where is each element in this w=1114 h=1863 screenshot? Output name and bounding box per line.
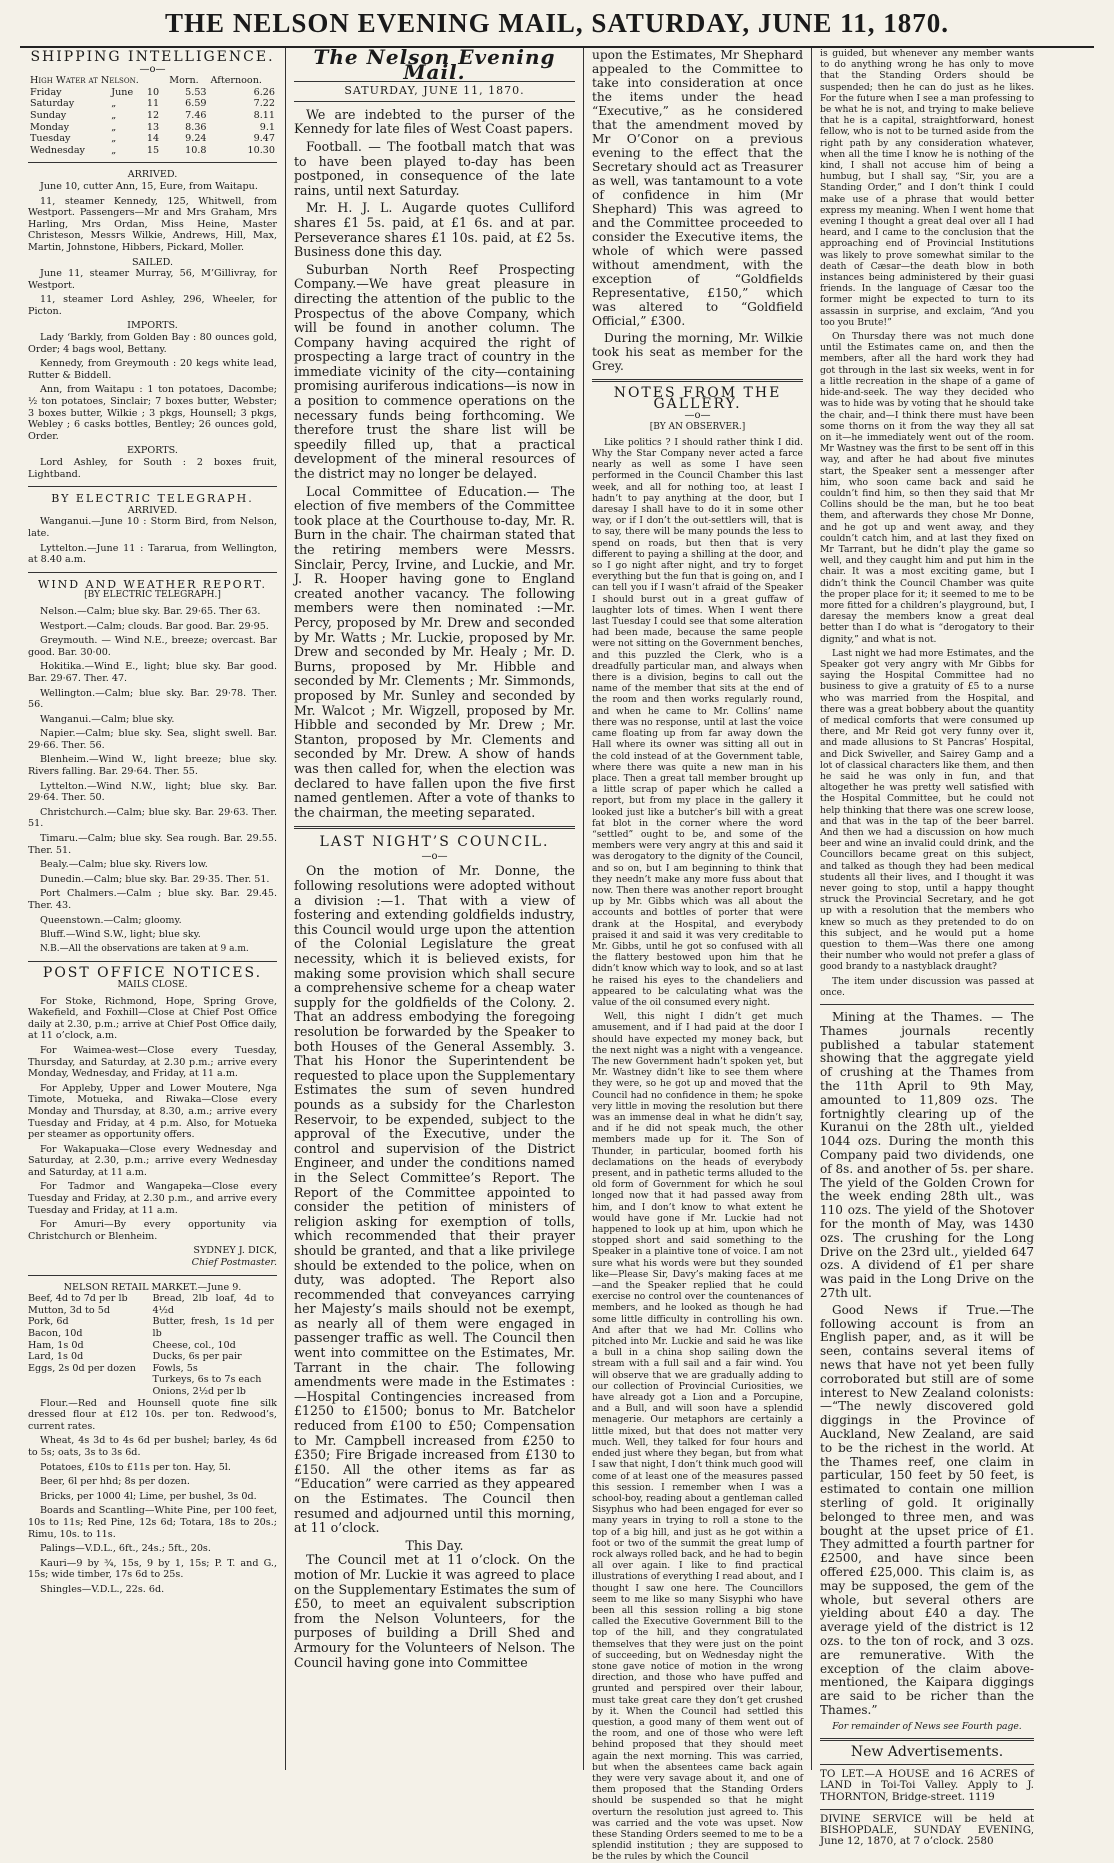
post-heading: POST OFFICE NOTICES. bbox=[42, 965, 263, 982]
weather-item: Bluff.—Wind S.W., light; blue sky. bbox=[40, 929, 201, 941]
divider bbox=[28, 572, 277, 573]
mining-paragraph: Mining at the Thames. — The Thames journals recently published a tabular statement showing that the aggregate yield of crushing at the Thames from the 11th April to 9th May, amounted to 11,809 ozs. The fortnightly clearing up of the Kuranui on the 28th ult., yielded 1044 ozs. During the month this Company paid two dividends, one of 8s. and another of 5s. per share. The yield of the Golden Crown for the week ending 28th ult., was 110 ozs. The yield of the Shotover for the month of May, was 1430 ozs. The crushing for the Long Drive on the 23rd ult., yielded 647 ozs. A dividend of £1 per share was paid in the Long Drive on the 27th ult. bbox=[820, 1010, 1034, 1300]
sailed-heading: SAILED. bbox=[131, 256, 174, 268]
paper-title: The Nelson Evening Mail. bbox=[313, 45, 556, 84]
arrived-item: June 10, cutter Ann, 15, Eure, from Waitapu. bbox=[40, 180, 258, 192]
tide-cell: 9.24 bbox=[185, 133, 207, 145]
import-item: Lady ‘Barkly, from Golden Bay : 80 ounces gold, Order; 4 bags wool, Bettany. bbox=[28, 332, 277, 355]
market-item: Mutton, 3d to 5d bbox=[28, 1304, 110, 1316]
weather-item: Wellington.—Calm; blue sky. Bar. 29·78. Ther. 56. bbox=[28, 687, 277, 711]
import-item: Kennedy, from Greymouth : 20 kegs white lead, Rutter & Biddell. bbox=[28, 358, 277, 381]
weather-item: Christchurch.—Calm; blue sky. Bar. 29·63. Ther. 51. bbox=[28, 806, 277, 830]
ads-heading: New Advertisements. bbox=[850, 1743, 1004, 1760]
gallery-continued: Last night we had more Estimates, and the Speaker got very angry with Mr Gibbs for saying the Hospital Committee had no business to give a gratuity of £5 to a nurse who was married from the Hospital, and there was a great bobbery about the quantity of medical comforts that were consumed up there, and Mr Reid got very funny over it, and made allusions to St Pancras’ Hospital, and Dick Swiveller, and Sairey Gamp and a lot of classical characters like them, and then he said he was only in fun, and that altogether he was pretty well satisfied with the Hospital Committee, but he could not help thinking that there was one screw loose, and that was in the tap of the beer barrel. And then we had a discussion on how much beer and wine an invalid could drink, and the Councillors became great on this subject, and talked as though they had been medical students all their lives, and I thought it was never going to stop, until a happy thought struck the Provincial Secretary, and he got up with a resolution that the members who knew so much as they pretended to do on this subject, and he would put a home question to them—Was there one among their number who would not prefer a glass of good brandy to a nastyblack draught? bbox=[820, 647, 1034, 973]
arrived-heading: ARRIVED. bbox=[127, 169, 178, 181]
tide-head-afternoon: Afternoon. bbox=[210, 75, 262, 87]
tide-cell: „ bbox=[111, 121, 117, 133]
tide-cell: 6.26 bbox=[253, 86, 275, 98]
market-item: Bacon, 10d bbox=[28, 1328, 83, 1339]
weather-item: Napier.—Calm; blue sky. Sea, slight swell. Bar. 29·66. Ther. 56. bbox=[28, 728, 277, 751]
gallery-subheading: [BY AN OBSERVER.] bbox=[649, 421, 746, 432]
post-item: For Appleby, Upper and Lower Moutere, Nga Timote, Motueka, and Riwaka—Close every Monday and Thursday, at 8.30, a.m.; arrive every Tuesday and Friday, at 4 p.m. Also, for Motueka per steamer as opportunity offers. bbox=[28, 1082, 277, 1141]
council-paragraph: On the motion of Mr. Donne, the following resolutions were adopted without a division :—1. That with a view of fostering and extending goldfields industry, this Council would urge upon the attention of the Colonial Legislature the great necessity, which it is believed exists, for making some provision which shall secure a comprehensive scheme for a cheap water supply for the goldfields of the Colony. 2. That an address embodying the foregoing resolution be forwarded by the Speaker to both Houses of the General Assembly. 3. That his Honor the Superintendent be requested to place upon the Supplementary Estimates the sum of seven hundred pounds as a subsidy for the Charleston Reservoir, to be expended, subject to the approval of the Executive, under the control and supervision of the District Engineer, and under the conditions named in the Select Committee’s Report. The Report of the Committee appointed to consider the petition of ministers of religion asking for exemption of tolls, which recommended that their prayer should be granted, and that a like privilege should be extended to the police, when on duty, was adopted. The Report also recommended that conveyances carrying her Majesty’s mails should not be exempt, as nearly all of them were engaged in passenger traffic as well. The Council then went into committee on the Estimates, Mr. Tarrant in the chair. The following amendments were made in the Estimates :—Hospital Contingencies increased from £1250 to £1500; bonus to Mr. Batchelor reduced from £100 to £50; Compensation to Mr. Campbell increased from £250 to £350; Fire Brigade increased from £130 to £150. All the other items as far as “Education” were carried as they appeared on the Estimates. The Council then resumed and adjourned until this morning, at 11 o’clock. bbox=[294, 863, 575, 1536]
market-grid bbox=[28, 1293, 277, 1397]
post-title: Chief Postmaster. bbox=[191, 1257, 277, 1269]
weather-item: Timaru.—Calm; blue sky. Sea rough. Bar. 29.55. Ther. 51. bbox=[28, 833, 277, 856]
import-item: Ann, from Waitapu : 1 ton potatoes, Dacombe; ½ ton potatoes, Sinclair; 7 boxes butter, Webster; 3 boxes butter, Wilkie ; 3 pkgs, Hounsell; 3 pkgs, Webley ; 6 casks bottles, Bentley; 26 ounces gold, Order. bbox=[28, 384, 277, 442]
editorial-paragraph: Local Committee of Education.— The election of five members of the Committee took place at the Courthouse to-day, Mr. R. Burn in the chair. The chairman stated that the retiring members were Messrs. Sinclair, Percy, Irvine, and Luckie, and Mr. J. R. Hooper having gone to England created another vacancy. The following members were then nominated :—Mr. Percy, proposed by Mr. Drew and seconded by Mr. Watts ; Mr. Luckie, proposed by Mr. Drew and seconded by Mr. Healy ; Mr. D. Burns, proposed by Mr. Hibble and seconded by Mr. Clements ; Mr. Simmonds, proposed by Mr. Sunley and seconded by Mr. Walcot ; Mr. Wigzell, proposed by Mr. Hibble and seconded by Mr. Drew ; Mr. Stanton, proposed by Mr. Clements and seconded by Mr. Drew. A show of hands was then called for, when the election was declared to have fallen upon the five first named gentlemen. After a vote of thanks to the chairman, the meeting separated. bbox=[294, 483, 575, 820]
weather-item: Greymouth. — Wind N.E., breeze; overcast. Bar good. Bar. 30·00. bbox=[28, 635, 277, 658]
market-item: Ducks, 6s per pair bbox=[152, 1351, 242, 1363]
editorial-paragraph: Suburban North Reef Prospecting Company.—We have great pleasure in directing the attention of the public to the Prospectus of the above Company, which will be found in another column. The Company having acquired the right of prospecting a large tract of country in the immediate vicinity of the city—containing promising auriferous indications—is now in a position to commence operations on the necessary funds being forthcoming. We therefore trust the share list will be speedily filled up, that a practical development of the mineral resources of the district may no longer be delayed. bbox=[294, 261, 575, 482]
tide-cell: 15 bbox=[146, 144, 160, 156]
tide-cell: 14 bbox=[146, 133, 160, 145]
ornament: —o— bbox=[684, 410, 711, 422]
tide-cell: Sunday bbox=[30, 109, 67, 121]
weather-list bbox=[28, 606, 277, 941]
column-news bbox=[812, 48, 1042, 1848]
market-item: Beef, 4d to 7d per lb bbox=[28, 1293, 128, 1305]
gallery-continued: is guided, but whenever any member wants to do anything wrong he has only to move that the Standing Orders should be suspended; then he can do just as he likes. For the future when I see a man professing to be what he is not, and trying to make believe that he is a capital, straightforward, honest fellow, who is not to be turned aside from the right path by any consideration whatever, when all the time I know he is nothing of the kind, I shall not accuse him of being a humbug, but I shall say, “Sir, you are a Standing Order,” and I don’t think I could make use of a phrase that would better express my meaning. When I went home that evening I thought a great deal over all I had heard, and I came to the conclusion that the approaching end of Provincial Institutions was likely to prove somewhat similar to the death of Cæsar—the death blow in both instances being administered by their guasi friends. In the language of Cæsar too the former might be expected to turn to its assassin in surprise, and exclaim, “And you too you Brute!” bbox=[820, 48, 1034, 328]
telegraph-item: Wanganui.—June 10 : Storm Bird, from Nelson, late. bbox=[28, 516, 277, 539]
post-signature: SYDNEY J. DICK, bbox=[193, 1245, 277, 1257]
exports-heading: EXPORTS. bbox=[127, 445, 178, 457]
market-item: Cheese, col., 10d bbox=[152, 1339, 236, 1351]
weather-item: Dunedin.—Calm; blue sky. Bar. 29·35. Ther. 51. bbox=[40, 873, 270, 885]
advertisement-divine-service: DIVINE SERVICE will be held at BISHOPDALE, SUNDAY EVENING, June 12, 1870, at 7 o’clock. 2580 bbox=[820, 1809, 1034, 1848]
market-left bbox=[28, 1293, 153, 1397]
shipping-heading: SHIPPING INTELLIGENCE. bbox=[30, 49, 275, 65]
market-item: Potatoes, £10s to £11s per ton. Hay, 5l. bbox=[40, 1461, 231, 1473]
tide-cell: 10.30 bbox=[247, 144, 275, 156]
post-item: For Wakapuaka—Close every Wednesday and Saturday, at 2.30, p.m.; arrive every Wednesday and Saturday, at 11 a.m. bbox=[28, 1143, 277, 1178]
tide-cell: Monday bbox=[30, 121, 70, 133]
tide-head-morn: Morn. bbox=[169, 75, 199, 87]
post-list bbox=[28, 996, 277, 1243]
tide-cell: 7.22 bbox=[253, 98, 275, 110]
tide-cell: 6.59 bbox=[185, 98, 207, 110]
tide-table bbox=[28, 75, 277, 156]
sailed-item: 11, steamer Lord Ashley, 296, Wheeler, for Picton. bbox=[28, 294, 277, 317]
market-item: Flour.—Red and Hounsell quote fine silk dressed flour at £12 10s. per ton. Redwood’s, current rates. bbox=[28, 1397, 277, 1432]
market-item: Shingles—V.D.L., 22s. 6d. bbox=[40, 1583, 165, 1595]
post-item: For Waimea-west—Close every Tuesday, Thursday, and Saturday, at 2.30 p.m.; arrive every Monday, Wednesday, and Friday, at 11 a.m. bbox=[28, 1044, 277, 1080]
market-item: Butter, fresh, 1s 1d per lb bbox=[152, 1316, 274, 1339]
divider bbox=[820, 1004, 1034, 1005]
tide-cell: 11 bbox=[146, 98, 160, 110]
tide-row bbox=[28, 87, 277, 99]
post-item: For Amuri—By every opportunity via Christchurch or Blenheim. bbox=[28, 1219, 277, 1242]
market-item: Pork, 6d bbox=[28, 1316, 69, 1328]
weather-item: Wanganui.—Calm; blue sky. bbox=[40, 713, 175, 725]
tide-cell: „ bbox=[111, 144, 117, 156]
market-right bbox=[153, 1293, 278, 1397]
market-item: Eggs, 2s 0d per dozen bbox=[28, 1362, 136, 1374]
tide-cell: June bbox=[111, 86, 134, 98]
divider bbox=[294, 826, 575, 829]
gallery-paragraph: Like politics ? I should rather think I did. Why the Star Company never acted a farce nearly as well as some I have seen performed in the Council Chamber this last week, and all for nothing too, at least I hadn’t to pay anything at the door, but I daresay I shall have to do it in some other way, or if I don’t the out-settlers will, that is to say, there will be many pounds the less to spend on roads, but then that is very different to paying a shilling at the door, and so I go night after night, and try to forget everything but the fun that is going on, and I can tell you if I wasn’t afraid of the Speaker I should burst out in a great guffaw of laughter lots of times. When I went there last Tuesday I could see that some alteration had been made, because the same people were not sitting on the Government benches, and this puzzled the Clerk, who is a dreadfully particular man, and always when there is a division, begins to call out the name of the member that sits at the end of the room and then works regularly round, and when he came to Mr. Collins’ name there was no response, until at last the voice came floating up from far away down the Hall where its owner was sitting all out in the cold instead of at the Government table, where there was quite a new man in his place. Then a great tall member brought up a little scrap of paper which he called a report, but from my place in the gallery it looked just like a butcher’s bill with a great fat blot in the corner where the word “settled” ought to be, and some of the members were very angry at this and said it was derogatory to the dignity of the Council, and so on, but I am beginning to think that they needn’t make any more fuss about that now. Then there was another report brought up by Mr. Gibbs which was all about the accounts and bottles of porter that were drank at the Hospital, and everybody praised it and said it was very creditable to Mr. Gibbs, until he got so confused with all the flattery bestowed upon him that he didn’t know which way to look, and so at last he raised his eyes to the chandeliers and appeared to be calculating what was the value of the oil consumed every night. bbox=[592, 436, 803, 1008]
editorial-paragraph: Football. — The football match that was to have been played to-day has been postponed, in consequence of the late rains, until next Saturday. bbox=[294, 138, 575, 198]
gallery-paragraph: Well, this night I didn’t get much amusement, and if I had paid at the door I should have expected my money back, but the next night was a night with a vengeance. The new Government hadn’t spoken yet, but Mr. Wastney didn’t like to see them where they were, so he got up and moved that the Council had no confidence in them; he spoke very little in moving the resolution but there was an immense deal in what he didn’t say, and if he did not speak much, the other members made up for it. The Son of Thunder, in particular, boomed forth his declamations on the heads of everybody present, and in pathetic terms alluded to the old form of Government for which he soul longed now that it had passed away from him, and I don’t know to what extent he would have gone if Mr. Luckie had not happened to look up at him, upon which he stopped short and said something to the Speaker in a plaintive tone of voice. I am not sure what his words were but they sounded like—Please Sir, Davy’s making faces at me—and the Speaker replied that he could exercise no control over the countenances of members, and he looked as though he had some little difficulty in controlling his own. And after that we had Mr. Collins who pitched into Mr. Luckie and said he was like a bull in a china shop sailing down the stream with a full sail and a fair wind. You will observe that we are gradually adding to our collection of Provincial Curiosities, we have already got a Lion and a Porcupine, and a Bull, and will soon have a splendid menagerie. Our metaphors are certainly a little mixed, but that does not matter very much. Well, they talked for four hours and ended just where they began, but from what I saw that night, I don’t think much good will come of at least one of the measures passed this session. I remember when I was a school-boy, reading about a gentleman called Sisyphus who had been engaged for ever so many years in trying to roll a stone to the top of a big hill, and just as he got within a foot or two of the summit the great lump of rock always rolled back, and he had to begin all over again. I like to find practical illustrations of everything I read about, and I thought I saw one here. The Councillors seem to me like so many Sisyphi who have been all this session rolling a big stone called the Executive Government Bill to the top of the hill, and they congratulated themselves that they were just on the point of succeeding, but on Wednesday night the stone gave notice of motion in the wrong direction, and those who have puffed and grunted and perspired over their labour, must take great care they don’t get crushed by it. When the Council had settled this question, a good many of them went out of the room, and one of those who were left behind proposed that they should meet again the next morning. This was carried, but when the absentees came back again they were very savage about it, and one of them proposed that the Standing Orders should be suspended so that he might overturn the resolution just agreed to. This was carried and the vote was upset. Now these Standing Orders seemed to me to be a splendid institution ; they are supposed to be the rules by which the Council bbox=[592, 1011, 803, 1863]
telegraph-heading: BY ELECTRIC TELEGRAPH. bbox=[51, 492, 254, 506]
telegraph-arrived: ARRIVED. bbox=[127, 504, 178, 516]
tide-row bbox=[28, 110, 277, 122]
masthead: THE NELSON EVENING MAIL, SATURDAY, JUNE 11, 1870. bbox=[20, 0, 1094, 48]
divider bbox=[28, 162, 277, 163]
thisday-heading: This Day. bbox=[405, 1537, 464, 1553]
sailed-item: June 11, steamer Murray, 56, M’Gillivray, for Westport. bbox=[28, 268, 277, 291]
ornament: —o— bbox=[421, 850, 448, 862]
tide-rows bbox=[28, 87, 277, 157]
market-item: Bricks, per 1000 4l; Lime, per bushel, 3s 0d. bbox=[40, 1490, 257, 1502]
tide-cell: 9.47 bbox=[253, 133, 275, 145]
ornament: —o— bbox=[139, 63, 166, 75]
estimates-paragraph: upon the Estimates, Mr Shephard appealed to the Committee to take into consideration at once the items under the head “Executive,” as he considered that the amendment moved by Mr O’Conor on a previous evening to the effect that the Secretary should act as Treasurer as well, was tantamount to a vote of confidence in him (Mr Shephard) This was agreed to and the Committee proceeded to consider the Executive items, the whole of which were passed without amendment, with the exception of “Goldfields Representative, £150,” which was altered to “Goldfield Official,” £300. bbox=[592, 48, 803, 328]
tide-row bbox=[28, 133, 277, 145]
dateline: SATURDAY, JUNE 11, 1870. bbox=[294, 81, 575, 102]
tide-row bbox=[28, 122, 277, 134]
tide-head-place: High Water at Nelson. bbox=[30, 75, 139, 87]
editorial-paragraph: We are indebted to the purser of the Kennedy for late files of West Coast papers. bbox=[294, 106, 575, 137]
gallery-continued: On Thursday there was not much done until the Estimates came on, and then the members, after all the hard work they had got through in the last six weeks, went in for a little recreation in the shape of a game of hide-and-seek. The way they decided who was to hide was by voting that he should take the chair, and—I think there must have been some thorns on it from the way they all sat on it—he immediately went out of the room. Mr Wastney was the first to be sent off in this way, and after he had about five minutes start, the Speaker sent a messenger after him, who soon came back and said he couldn’t find him, so then they said that Mr Collins should be the man, but he too beat them, and afterwards they chose Mr Donne, and he got up and went away, and they couldn’t catch him, and at last they fixed on Mr Tarrant, but he didn’t play the game so well, and they caught him and put him in the chair. It was a most exciting game, but I didn’t think the Council Chamber was quite the proper place for it; it seemed to me to be more fitted for a children’s playground, but, I daresay the members know a great deal better than I do what is “derogatory to their dignity,” and what is not. bbox=[820, 331, 1034, 645]
market-item: Ham, 1s 0d bbox=[28, 1339, 84, 1351]
weather-item: Hokitika.—Wind E., light; blue sky. Bar good. Bar. 29·67. Ther. 47. bbox=[28, 661, 277, 684]
divider bbox=[28, 961, 277, 962]
weather-heading: WIND AND WEATHER REPORT. bbox=[38, 577, 267, 591]
divider bbox=[28, 1275, 277, 1276]
advertisement-to-let: TO LET.—A HOUSE and 16 ACRES of LAND in Toi-Toi Valley. Apply to J. THORNTON, Bridge-street. 1119 bbox=[820, 1764, 1034, 1803]
weather-item: Westport.—Calm; clouds. Bar good. Bar. 29·95. bbox=[40, 620, 269, 632]
gallery-continued: The item under discussion was passed at once. bbox=[820, 975, 1034, 998]
tide-cell: „ bbox=[111, 109, 117, 121]
imports-heading: IMPORTS. bbox=[127, 320, 178, 332]
wilkie-paragraph: During the morning, Mr. Wilkie took his seat as member for the Grey. bbox=[592, 331, 803, 373]
market-item: Bread, 2lb loaf, 4d to 4½d bbox=[152, 1293, 274, 1316]
tide-cell: 10.8 bbox=[185, 144, 207, 156]
post-item: For Stoke, Richmond, Hope, Spring Grove, Wakefield, and Foxhill—Close at Chief Post Office daily at 2.30, p.m.; arrive at Chief Post Office daily, at 11 o’clock, a.m. bbox=[28, 995, 277, 1042]
weather-subheading: [BY ELECTRIC TELEGRAPH.] bbox=[84, 590, 221, 601]
market-item: Wheat, 4s 3d to 4s 6d per bushel; barley, 4s 6d to 5s; oats, 3s to 3s 6d. bbox=[28, 1435, 277, 1458]
tide-cell: 12 bbox=[146, 109, 160, 121]
tide-cell: 8.36 bbox=[185, 121, 207, 133]
market-heading: NELSON RETAIL MARKET.—June 9. bbox=[63, 1281, 242, 1293]
post-item: For Tadmor and Wangapeka—Close every Tuesday and Friday, at 2.30 p.m., and arrive every Tuesday and Friday, at 11 a.m. bbox=[28, 1181, 277, 1216]
market-item: Boards and Scantling—White Pine, per 100 feet, 10s to 11s; Red Pine, 12s 6d; Totara, 18s to 20s.; Rimu, 10s. to 11s. bbox=[28, 1505, 277, 1540]
telegraph-item: Lyttelton.—June 11 : Tararua, from Wellington, at 8.40 a.m. bbox=[28, 542, 277, 566]
tide-cell: 10 bbox=[146, 86, 160, 98]
divider bbox=[820, 1738, 1034, 1741]
column-gallery bbox=[584, 48, 812, 1863]
arrived-item: 11, steamer Kennedy, 125, Whitwell, from Westport. Passengers—Mr and Mrs Graham, Mrs Harling, Mrs Ordan, Miss Heine, Master Christeson, Messrs Wilkie, Andrews, Hill, Max, Martin, Johnstone, Hibbers, Pickard, Moller. bbox=[28, 195, 277, 253]
tide-cell: Tuesday bbox=[30, 133, 71, 145]
divider bbox=[592, 379, 803, 382]
tide-cell: Wednesday bbox=[30, 144, 85, 156]
tide-cell: Friday bbox=[30, 86, 62, 98]
weather-item: Lyttelton.—Wind N.W., light; blue sky. Bar. 29·64. Ther. 50. bbox=[28, 780, 277, 804]
tide-cell: 8.11 bbox=[253, 109, 275, 121]
column-shipping bbox=[20, 48, 286, 1770]
divider bbox=[28, 486, 277, 487]
thisday-paragraph: The Council met at 11 o’clock. On the motion of Mr. Luckie it was agreed to place on the Supplementary Estimates the sum of £50, to meet an equivalent subscription from the Nelson Volunteers, for the purposes of building a Drill Shed and Armoury for the Volunteers of Nelson. The Council having gone into Committee bbox=[294, 1552, 575, 1670]
market-item: Kauri—9 by ¾, 15s, 9 by 1, 15s; P. T. and G., 15s; wide timber, 17s 6d to 25s. bbox=[28, 1557, 277, 1581]
tide-row bbox=[28, 145, 277, 157]
tide-cell: Saturday bbox=[30, 98, 75, 110]
weather-item: Port Chalmers.—Calm ; blue sky. Bar. 29.45. Ther. 43. bbox=[28, 888, 277, 911]
market-item: Turkeys, 6s to 7s each bbox=[152, 1374, 262, 1386]
market-item: Fowls, 5s bbox=[152, 1362, 198, 1374]
tide-cell: 7.46 bbox=[185, 109, 207, 121]
column-editorial bbox=[286, 45, 584, 1770]
columns bbox=[20, 45, 1094, 1863]
editorial-paragraph: Mr. H. J. L. Augarde quotes Culliford shares £1 5s. paid, at £1 6s. and at par. Perseverance shares £1 10s. paid, at £2 5s. Business done this day. bbox=[294, 200, 575, 260]
tide-cell: „ bbox=[111, 133, 117, 145]
tide-cell: 9.1 bbox=[259, 121, 275, 133]
editorial-paragraphs bbox=[294, 108, 575, 821]
weather-item: Bealy.—Calm; blue sky. Rivers low. bbox=[40, 859, 208, 871]
council-heading: LAST NIGHT’S COUNCIL. bbox=[319, 834, 550, 851]
tide-cell: 5.53 bbox=[185, 86, 207, 98]
remainder-note: For remainder of News see Fourth page. bbox=[832, 1720, 1022, 1732]
tide-cell: „ bbox=[111, 98, 117, 110]
market-item: Onions, 2½d per lb bbox=[152, 1385, 246, 1397]
market-item: Palings—V.D.L., 6ft., 24s.; 5ft., 20s. bbox=[40, 1543, 211, 1555]
tide-row bbox=[28, 98, 277, 110]
market-more bbox=[28, 1398, 277, 1596]
export-item: Lord Ashley, for South : 2 boxes fruit, Lightband. bbox=[28, 457, 277, 480]
weather-item: Nelson.—Calm; blue sky. Bar. 29·65. Ther 63. bbox=[40, 605, 261, 617]
market-item: Beer, 6l per hhd; 8s per dozen. bbox=[40, 1476, 190, 1488]
tide-cell: 13 bbox=[146, 121, 160, 133]
weather-item: Queenstown.—Calm; gloomy. bbox=[40, 914, 182, 926]
weather-note: N.B.—All the observations are taken at 9 a.m. bbox=[40, 943, 249, 954]
market-item: Lard, 1s 0d bbox=[28, 1351, 84, 1363]
gallery-heading: NOTES FROM THE GALLERY. bbox=[613, 385, 782, 413]
goodnews-paragraph: Good News if True.—The following account is from an English paper, and, as it will be seen, contains several items of news that have not yet been fully corroborated but still are of some interest to New Zealand colonists:—“The newly discovered gold diggings in the Province of Auckland, New Zealand, are said to be the richest in the world. At the Thames reef, one claim in particular, 150 feet by 50 feet, is estimated to contain one million sterling of gold. It originally belonged to three men, and was bought at the upset price of £1. They admitted a fourth partner for £2500, and have since been offered £25,000. This claim is, as may be supposed, the gem of the whole, but several others are yielding about £40 a day. The average yield of the district is 12 ozs. to the ton of rock, and 3 ozs. are remunerative. With the exception of the claim above-mentioned, the Kaipara diggings are said to be richer than the Thames.” bbox=[820, 1302, 1034, 1717]
post-subheading: MAILS CLOSE. bbox=[117, 979, 188, 990]
weather-item: Blenheim.—Wind W., light breeze; blue sky. Rivers falling. Bar. 29·64. Ther. 55. bbox=[28, 754, 277, 778]
